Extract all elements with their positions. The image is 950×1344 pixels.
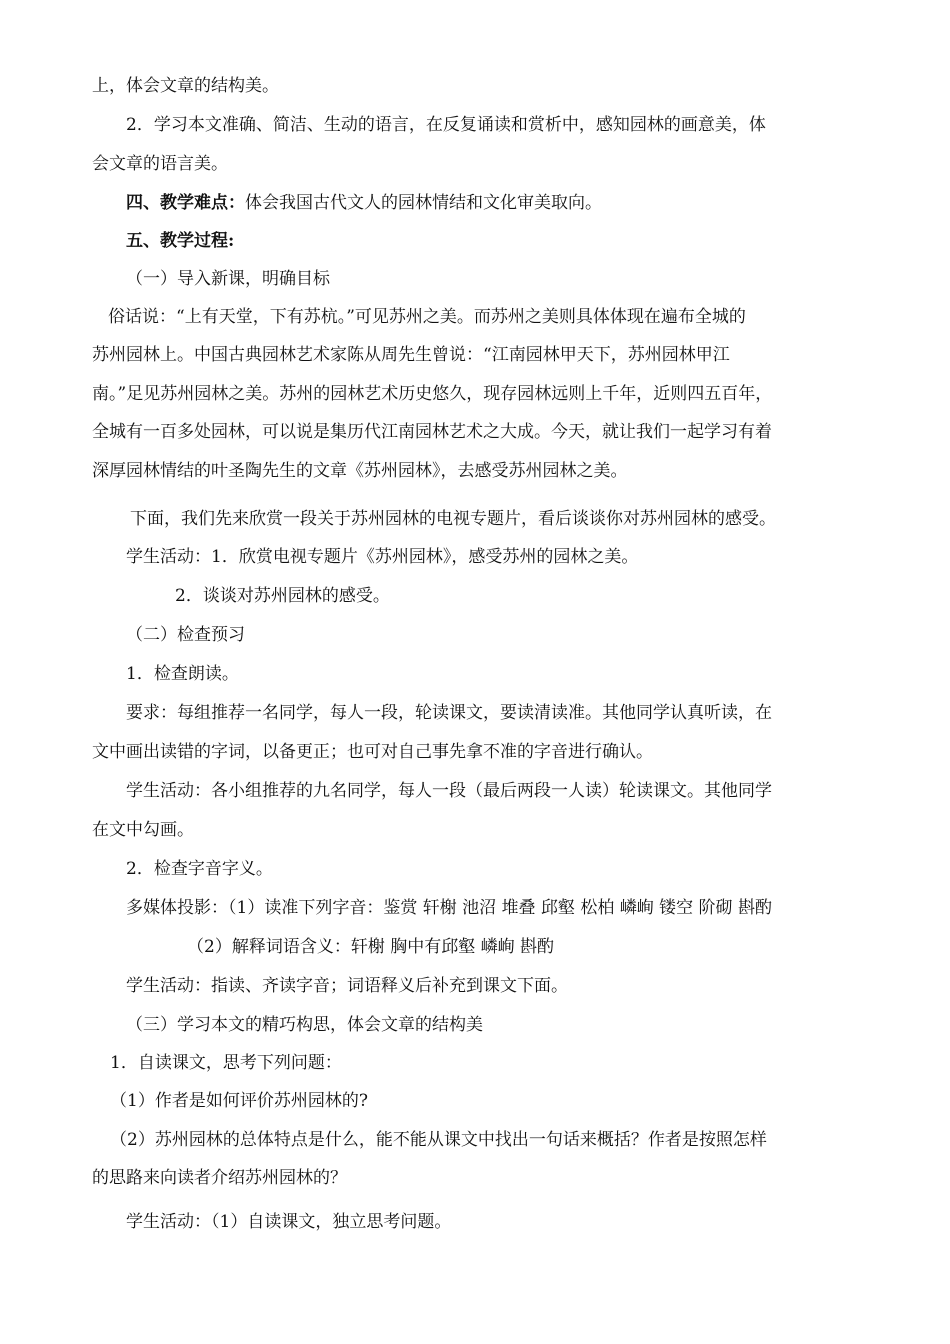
text-line: 2．谈谈对苏州园林的感受。	[175, 586, 390, 606]
text-line: 全城有一百多处园林，可以说是集历代江南园林艺术之大成。今天，就让我们一起学习有着	[92, 422, 772, 442]
text-line: 文中画出读错的字词，以备更正；也可对自己事先拿不准的字音进行确认。	[92, 742, 653, 762]
text-line: 俗话说：“上有天堂，下有苏杭。”可见苏州之美。而苏州之美则具体体现在遍布全城的	[108, 307, 746, 327]
text-line: 苏州园林上。中国古典园林艺术家陈从周先生曾说：“江南园林甲天下，苏州园林甲江	[92, 345, 730, 365]
text-line: 深厚园林情结的叶圣陶先生的文章《苏州园林》，去感受苏州园林之美。	[92, 461, 628, 481]
text-line: 的思路来向读者介绍苏州园林的？	[92, 1168, 347, 1188]
section-heading: 五、教学过程:	[126, 231, 235, 251]
text-line: 学生活动：1．欣赏电视专题片《苏州园林》，感受苏州的园林之美。	[126, 547, 639, 567]
subsection-heading: （三）学习本文的精巧构思，体会文章的结构美	[126, 1015, 483, 1035]
text-line: 学生活动：指读、齐读字音；词语释义后补充到课文下面。	[126, 976, 568, 996]
text-line: 1．检查朗读。	[126, 664, 239, 684]
heading-label: 四、教学难点：	[126, 193, 245, 213]
text-line: 下面，我们先来欣赏一段关于苏州园林的电视专题片，看后谈谈你对苏州园林的感受。	[130, 509, 776, 529]
subsection-heading: （一）导入新课，明确目标	[126, 269, 330, 289]
text-line: （2）苏州园林的总体特点是什么，能不能从课文中找出一句话来概括？作者是按照怎样	[110, 1130, 767, 1150]
section-heading	[126, 191, 602, 215]
text-line: 学生活动：（1）自读课文，独立思考问题。	[126, 1212, 452, 1232]
text-line: 在文中勾画。	[92, 820, 194, 840]
text-line: 多媒体投影：（1）读准下列字音：鉴赏 轩榭 池沼 堆叠 邱壑 松柏 嶙峋 镂空 阶砌 斟酌	[126, 898, 772, 918]
heading-text: 体会我国古代文人的园林情结和文化审美取向。	[245, 193, 602, 213]
text-line: 要求：每组推荐一名同学，每人一段，轮读课文，要读清读准。其他同学认真听读，在	[126, 703, 772, 723]
text-line: 1．自读课文，思考下列问题：	[110, 1053, 342, 1073]
subsection-heading: （二）检查预习	[126, 625, 245, 645]
text-line: 2．检查字音字义。	[126, 859, 273, 879]
text-line: 上，体会文章的结构美。	[92, 76, 279, 96]
text-line: （2）解释词语含义：轩榭 胸中有邱壑 嶙峋 斟酌	[187, 937, 555, 957]
text-line: （1）作者是如何评价苏州园林的?	[110, 1091, 368, 1111]
text-line: 南。”足见苏州园林之美。苏州的园林艺术历史悠久，现存园林远则上千年，近则四五百年，	[92, 384, 773, 404]
text-line: 会文章的语言美。	[92, 154, 228, 174]
text-line: 2．学习本文准确、简洁、生动的语言，在反复诵读和赏析中，感知园林的画意美，体	[126, 115, 766, 135]
text-line: 学生活动：各小组推荐的九名同学，每人一段（最后两段一人读）轮读课文。其他同学	[126, 781, 772, 801]
